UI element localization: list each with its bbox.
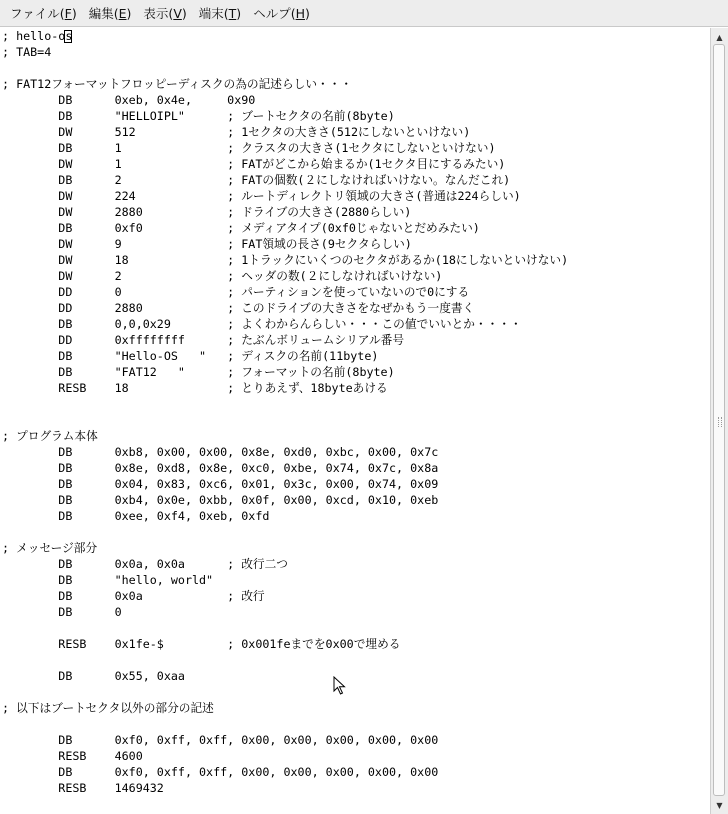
code-line[interactable]: DW 9 ; FAT領域の長さ(9セクタらしい) xyxy=(2,237,412,251)
code-line[interactable]: RESB 4600 xyxy=(2,749,143,763)
scrollbar-grip-icon xyxy=(718,417,722,427)
code-line[interactable]: DB 0x8e, 0xd8, 0x8e, 0xc0, 0xbe, 0x74, 0x7c, 0x8a xyxy=(2,461,439,475)
code-line[interactable]: DB 0xf0 ; メディアタイプ(0xf0じゃないとだめみたい) xyxy=(2,221,480,235)
text-caret xyxy=(64,30,72,43)
code-line[interactable]: ; 以下はブートセクタ以外の部分の記述 xyxy=(2,701,214,715)
code-line[interactable]: DB 0xf0, 0xff, 0xff, 0x00, 0x00, 0x00, 0x00, 0x00 xyxy=(2,733,439,747)
scroll-up-arrow-icon[interactable]: ▲ xyxy=(716,32,723,42)
code-line[interactable]: DB 0x0a, 0x0a ; 改行二つ xyxy=(2,557,288,571)
menu-edit[interactable]: 編集(E) xyxy=(88,5,132,21)
code-line[interactable]: ; FAT12フォーマットフロッピーディスクの為の記述らしい・・・ xyxy=(2,77,353,91)
code-line[interactable]: DB 1 ; クラスタの大きさ(1セクタにしないといけない) xyxy=(2,141,496,155)
code-line[interactable]: DB 0x04, 0x83, 0xc6, 0x01, 0x3c, 0x00, 0x74, 0x09 xyxy=(2,477,439,491)
code-line[interactable]: DB 0xb4, 0x0e, 0xbb, 0x0f, 0x00, 0xcd, 0x10, 0xeb xyxy=(2,493,439,507)
code-line[interactable]: DB 0 xyxy=(2,605,122,619)
editor-text-lines[interactable] xyxy=(2,28,568,796)
menu-bar xyxy=(0,0,728,27)
code-line[interactable]: DB 0xee, 0xf4, 0xeb, 0xfd xyxy=(2,509,270,523)
code-line[interactable]: DB "HELLOIPL" ; ブートセクタの名前(8byte) xyxy=(2,109,395,123)
menu-view[interactable]: 表示(V) xyxy=(143,5,187,21)
code-line[interactable]: DW 1 ; FATがどこから始まるか(1セクタ目にするみたい) xyxy=(2,157,506,171)
code-line[interactable] xyxy=(2,524,568,540)
code-line[interactable]: ; hello-os xyxy=(2,29,73,43)
code-line[interactable]: DB 0xeb, 0x4e, 0x90 xyxy=(2,93,256,107)
code-line[interactable]: RESB 0x1fe-$ ; 0x001feまでを0x00で埋める xyxy=(2,637,401,651)
code-line[interactable]: DB 0x0a ; 改行 xyxy=(2,589,265,603)
code-line[interactable]: DW 512 ; 1セクタの大きさ(512にしないといけない) xyxy=(2,125,471,139)
code-line[interactable] xyxy=(2,620,568,636)
code-line[interactable] xyxy=(2,412,568,428)
code-line[interactable]: DD 0xffffffff ; たぶんボリュームシリアル番号 xyxy=(2,333,405,347)
code-line[interactable] xyxy=(2,60,568,76)
code-line[interactable]: ; TAB=4 xyxy=(2,45,52,59)
scrollbar-thumb[interactable] xyxy=(713,44,725,796)
text-editor-area[interactable] xyxy=(0,28,710,814)
code-line[interactable]: DD 2880 ; このドライブの大きさをなぜかもう一度書く xyxy=(2,301,475,315)
scroll-down-arrow-icon[interactable]: ▼ xyxy=(716,800,723,810)
mouse-pointer-icon xyxy=(333,676,347,696)
code-line[interactable]: DW 2880 ; ドライブの大きさ(2880らしい) xyxy=(2,205,412,219)
code-line[interactable]: DB "FAT12 " ; フォーマットの名前(8byte) xyxy=(2,365,395,379)
vertical-scrollbar[interactable] xyxy=(710,28,728,814)
menu-help[interactable]: ヘルプ(H) xyxy=(253,5,310,21)
code-line[interactable]: ; プログラム本体 xyxy=(2,429,98,443)
code-line[interactable]: DB 2 ; FATの個数(２にしなければいけない。なんだこれ) xyxy=(2,173,511,187)
code-line[interactable]: RESB 1469432 xyxy=(2,781,164,795)
code-line[interactable] xyxy=(2,716,568,732)
code-line[interactable]: DB 0xb8, 0x00, 0x00, 0x8e, 0xd0, 0xbc, 0x00, 0x7c xyxy=(2,445,439,459)
code-line[interactable]: DB 0x55, 0xaa xyxy=(2,669,185,683)
code-line[interactable]: DW 18 ; 1トラックにいくつのセクタがあるか(18にしないといけない) xyxy=(2,253,569,267)
code-line[interactable]: DW 224 ; ルートディレクトリ領域の大きさ(普通は224らしい) xyxy=(2,189,521,203)
code-line[interactable] xyxy=(2,396,568,412)
code-line[interactable]: ; メッセージ部分 xyxy=(2,541,98,555)
code-line[interactable] xyxy=(2,684,568,700)
code-line[interactable]: DW 2 ; ヘッダの数(２にしなければいけない) xyxy=(2,269,443,283)
menu-terminal[interactable]: 端末(T) xyxy=(198,5,242,21)
code-line[interactable]: DB 0,0,0x29 ; よくわからんらしい・・・この値でいいとか・・・・ xyxy=(2,317,522,331)
menu-file[interactable]: ファイル(F) xyxy=(10,5,77,21)
code-line[interactable] xyxy=(2,652,568,668)
code-line[interactable]: RESB 18 ; とりあえず、18byteあける xyxy=(2,381,388,395)
code-line[interactable]: DB "hello, world" xyxy=(2,573,214,587)
code-line[interactable]: DD 0 ; パーティションを使っていないので0にする xyxy=(2,285,470,299)
code-line[interactable]: DB 0xf0, 0xff, 0xff, 0x00, 0x00, 0x00, 0x00, 0x00 xyxy=(2,765,439,779)
code-line[interactable]: DB "Hello-OS " ; ディスクの名前(11byte) xyxy=(2,349,379,363)
